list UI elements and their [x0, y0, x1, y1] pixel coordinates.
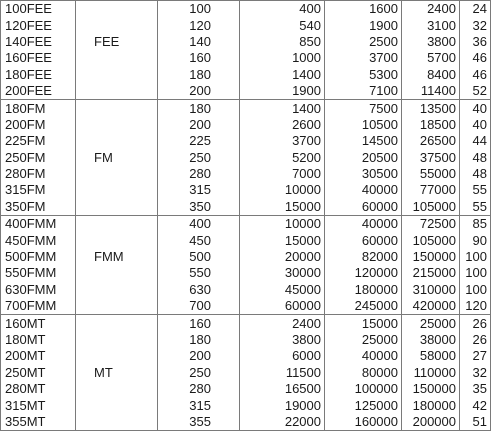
- series-cell: [76, 199, 158, 216]
- value-cell: 6000: [240, 348, 325, 364]
- value-cell: 40: [460, 117, 491, 133]
- series-cell: FEE: [76, 34, 158, 50]
- value-cell: 10000: [240, 216, 325, 233]
- series-cell: [76, 50, 158, 66]
- value-cell: 200: [158, 83, 240, 100]
- value-cell: 32: [460, 17, 491, 33]
- value-cell: 125000: [325, 397, 402, 413]
- series-cell: [76, 397, 158, 413]
- value-cell: 72500: [402, 216, 460, 233]
- value-cell: 280: [158, 381, 240, 397]
- table-row: [1, 83, 491, 100]
- table-row: [1, 298, 491, 315]
- series-cell: [76, 117, 158, 133]
- value-cell: 160000: [325, 414, 402, 431]
- spec-table-body: [1, 1, 491, 431]
- model-cell: 450FMM: [1, 232, 76, 248]
- model-cell: 500FMM: [1, 249, 76, 265]
- value-cell: 450: [158, 232, 240, 248]
- model-cell: 225FM: [1, 133, 76, 149]
- value-cell: 225: [158, 133, 240, 149]
- model-cell: 280FM: [1, 166, 76, 182]
- model-cell: 250FM: [1, 150, 76, 166]
- value-cell: 60000: [325, 199, 402, 216]
- value-cell: 80000: [325, 365, 402, 381]
- model-cell: 400FMM: [1, 216, 76, 233]
- value-cell: 180000: [325, 282, 402, 298]
- value-cell: 55000: [402, 166, 460, 182]
- table-row: [1, 67, 491, 83]
- model-cell: 200FEE: [1, 83, 76, 100]
- value-cell: 16500: [240, 381, 325, 397]
- value-cell: 26: [460, 332, 491, 348]
- value-cell: 2600: [240, 117, 325, 133]
- value-cell: 46: [460, 67, 491, 83]
- value-cell: 37500: [402, 150, 460, 166]
- value-cell: 42: [460, 397, 491, 413]
- series-cell: [76, 166, 158, 182]
- value-cell: 58000: [402, 348, 460, 364]
- value-cell: 120: [460, 298, 491, 315]
- value-cell: 150000: [402, 249, 460, 265]
- value-cell: 26: [460, 315, 491, 332]
- value-cell: 1400: [240, 67, 325, 83]
- series-cell: [76, 17, 158, 33]
- table-row: [1, 199, 491, 216]
- value-cell: 55: [460, 182, 491, 198]
- value-cell: 26500: [402, 133, 460, 149]
- value-cell: 22000: [240, 414, 325, 431]
- value-cell: 25000: [402, 315, 460, 332]
- model-cell: 550FMM: [1, 265, 76, 281]
- value-cell: 30000: [240, 265, 325, 281]
- value-cell: 30500: [325, 166, 402, 182]
- value-cell: 150000: [402, 381, 460, 397]
- value-cell: 36: [460, 34, 491, 50]
- value-cell: 105000: [402, 199, 460, 216]
- value-cell: 100: [460, 265, 491, 281]
- value-cell: 77000: [402, 182, 460, 198]
- model-cell: 355MT: [1, 414, 76, 431]
- table-row: [1, 232, 491, 248]
- value-cell: 32: [460, 365, 491, 381]
- model-cell: 315FM: [1, 182, 76, 198]
- series-cell: [76, 100, 158, 117]
- value-cell: 180: [158, 67, 240, 83]
- table-row: [1, 265, 491, 281]
- table-row: [1, 34, 491, 50]
- value-cell: 15000: [325, 315, 402, 332]
- table-row: [1, 365, 491, 381]
- model-cell: 250MT: [1, 365, 76, 381]
- value-cell: 160: [158, 50, 240, 66]
- model-cell: 180FM: [1, 100, 76, 117]
- value-cell: 2500: [325, 34, 402, 50]
- value-cell: 215000: [402, 265, 460, 281]
- value-cell: 48: [460, 150, 491, 166]
- table-row: [1, 1, 491, 18]
- series-cell: [76, 265, 158, 281]
- series-cell: [76, 232, 158, 248]
- series-cell: FMM: [76, 249, 158, 265]
- table-row: [1, 249, 491, 265]
- value-cell: 110000: [402, 365, 460, 381]
- series-cell: [76, 348, 158, 364]
- model-cell: 200FM: [1, 117, 76, 133]
- series-cell: [76, 182, 158, 198]
- model-cell: 180MT: [1, 332, 76, 348]
- value-cell: 400: [158, 216, 240, 233]
- value-cell: 1900: [240, 83, 325, 100]
- value-cell: 3100: [402, 17, 460, 33]
- value-cell: 355: [158, 414, 240, 431]
- table-row: [1, 182, 491, 198]
- value-cell: 51: [460, 414, 491, 431]
- value-cell: 90: [460, 232, 491, 248]
- value-cell: 10500: [325, 117, 402, 133]
- value-cell: 105000: [402, 232, 460, 248]
- value-cell: 27: [460, 348, 491, 364]
- value-cell: 5700: [402, 50, 460, 66]
- value-cell: 11400: [402, 83, 460, 100]
- value-cell: 100: [460, 282, 491, 298]
- table-row: [1, 348, 491, 364]
- value-cell: 200000: [402, 414, 460, 431]
- value-cell: 200: [158, 117, 240, 133]
- value-cell: 700: [158, 298, 240, 315]
- value-cell: 315: [158, 397, 240, 413]
- value-cell: 1600: [325, 1, 402, 18]
- table-row: [1, 315, 491, 332]
- value-cell: 310000: [402, 282, 460, 298]
- value-cell: 7500: [325, 100, 402, 117]
- model-cell: 160FEE: [1, 50, 76, 66]
- model-cell: 315MT: [1, 397, 76, 413]
- value-cell: 7100: [325, 83, 402, 100]
- value-cell: 60000: [240, 298, 325, 315]
- value-cell: 315: [158, 182, 240, 198]
- value-cell: 40000: [325, 348, 402, 364]
- value-cell: 24: [460, 1, 491, 18]
- value-cell: 10000: [240, 182, 325, 198]
- model-cell: 100FEE: [1, 1, 76, 18]
- value-cell: 19000: [240, 397, 325, 413]
- value-cell: 350: [158, 199, 240, 216]
- value-cell: 420000: [402, 298, 460, 315]
- value-cell: 60000: [325, 232, 402, 248]
- model-cell: 700FMM: [1, 298, 76, 315]
- value-cell: 100000: [325, 381, 402, 397]
- value-cell: 850: [240, 34, 325, 50]
- value-cell: 3800: [240, 332, 325, 348]
- value-cell: 100: [460, 249, 491, 265]
- series-cell: [76, 67, 158, 83]
- value-cell: 15000: [240, 199, 325, 216]
- value-cell: 1400: [240, 100, 325, 117]
- value-cell: 250: [158, 365, 240, 381]
- series-cell: [76, 298, 158, 315]
- value-cell: 120: [158, 17, 240, 33]
- value-cell: 44: [460, 133, 491, 149]
- value-cell: 200: [158, 348, 240, 364]
- value-cell: 85: [460, 216, 491, 233]
- model-cell: 630FMM: [1, 282, 76, 298]
- value-cell: 280: [158, 166, 240, 182]
- value-cell: 7000: [240, 166, 325, 182]
- value-cell: 5200: [240, 150, 325, 166]
- value-cell: 45000: [240, 282, 325, 298]
- value-cell: 140: [158, 34, 240, 50]
- model-cell: 350FM: [1, 199, 76, 216]
- value-cell: 35: [460, 381, 491, 397]
- value-cell: 40000: [325, 216, 402, 233]
- value-cell: 38000: [402, 332, 460, 348]
- model-cell: 180FEE: [1, 67, 76, 83]
- series-cell: MT: [76, 365, 158, 381]
- table-row: [1, 414, 491, 431]
- value-cell: 100: [158, 1, 240, 18]
- table-row: [1, 166, 491, 182]
- value-cell: 3800: [402, 34, 460, 50]
- value-cell: 540: [240, 17, 325, 33]
- table-row: [1, 150, 491, 166]
- value-cell: 14500: [325, 133, 402, 149]
- series-cell: [76, 133, 158, 149]
- value-cell: 20500: [325, 150, 402, 166]
- table-row: [1, 117, 491, 133]
- series-cell: [76, 216, 158, 233]
- value-cell: 5300: [325, 67, 402, 83]
- value-cell: 40: [460, 100, 491, 117]
- series-cell: [76, 332, 158, 348]
- value-cell: 180: [158, 332, 240, 348]
- series-cell: [76, 414, 158, 431]
- value-cell: 13500: [402, 100, 460, 117]
- series-cell: [76, 282, 158, 298]
- value-cell: 15000: [240, 232, 325, 248]
- value-cell: 48: [460, 166, 491, 182]
- value-cell: 25000: [325, 332, 402, 348]
- series-cell: [76, 381, 158, 397]
- series-cell: [76, 1, 158, 18]
- series-cell: [76, 83, 158, 100]
- table-row: [1, 50, 491, 66]
- model-cell: 120FEE: [1, 17, 76, 33]
- series-cell: FM: [76, 150, 158, 166]
- table-row: [1, 133, 491, 149]
- table-row: [1, 216, 491, 233]
- value-cell: 55: [460, 199, 491, 216]
- value-cell: 2400: [240, 315, 325, 332]
- value-cell: 3700: [325, 50, 402, 66]
- value-cell: 1900: [325, 17, 402, 33]
- value-cell: 500: [158, 249, 240, 265]
- value-cell: 8400: [402, 67, 460, 83]
- table-row: [1, 332, 491, 348]
- table-row: [1, 17, 491, 33]
- value-cell: 180: [158, 100, 240, 117]
- value-cell: 46: [460, 50, 491, 66]
- value-cell: 20000: [240, 249, 325, 265]
- value-cell: 40000: [325, 182, 402, 198]
- table-row: [1, 282, 491, 298]
- value-cell: 11500: [240, 365, 325, 381]
- value-cell: 630: [158, 282, 240, 298]
- value-cell: 2400: [402, 1, 460, 18]
- value-cell: 52: [460, 83, 491, 100]
- model-cell: 160MT: [1, 315, 76, 332]
- value-cell: 1000: [240, 50, 325, 66]
- model-cell: 200MT: [1, 348, 76, 364]
- value-cell: 3700: [240, 133, 325, 149]
- series-cell: [76, 315, 158, 332]
- model-cell: 280MT: [1, 381, 76, 397]
- value-cell: 18500: [402, 117, 460, 133]
- table-row: [1, 100, 491, 117]
- model-cell: 140FEE: [1, 34, 76, 50]
- value-cell: 82000: [325, 249, 402, 265]
- table-row: [1, 381, 491, 397]
- value-cell: 120000: [325, 265, 402, 281]
- value-cell: 160: [158, 315, 240, 332]
- value-cell: 245000: [325, 298, 402, 315]
- value-cell: 250: [158, 150, 240, 166]
- value-cell: 400: [240, 1, 325, 18]
- value-cell: 180000: [402, 397, 460, 413]
- value-cell: 550: [158, 265, 240, 281]
- table-row: [1, 397, 491, 413]
